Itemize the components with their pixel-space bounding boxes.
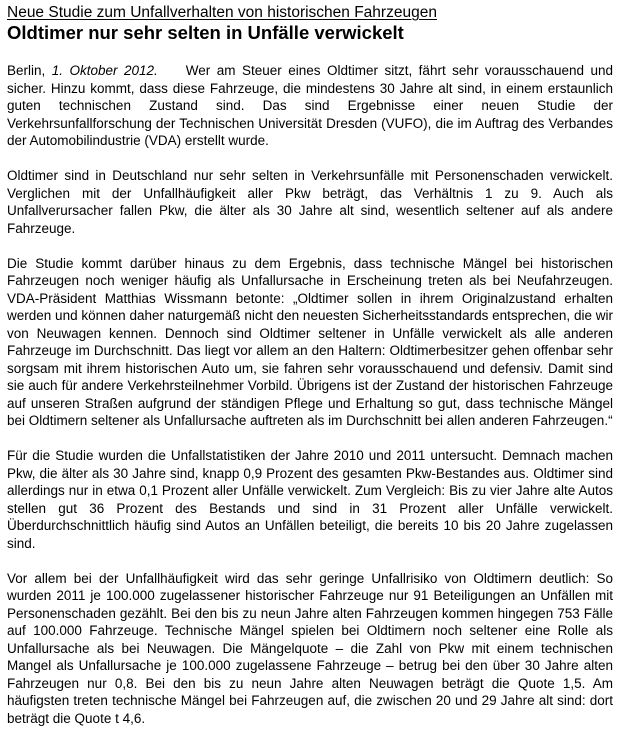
dateline <box>7 63 158 78</box>
dateline-date: 1. Oktober 2012. <box>51 63 158 78</box>
paragraph-intro-text: Wer am Steuer eines Oldtimer sitzt, fährt sehr vorausschauend und sicher. Hinzu kommt, dass diese Fahrzeuge, die mindestens 30 Jahre alt sind, in einem erstaunlich guten technischen Zustand sind. Das sind Ergebnisse einer neuen Studie der Verkehrsunfallforschung der Technischen Universität Dresden (VUFO), die im Auftrag des Verbandes der Automobilindustrie (VDA) erstellt wurde. <box>7 63 613 148</box>
paragraph-wissmann-quote: Die Studie kommt darüber hinaus zu dem Ergebnis, dass technische Mängel bei historischen Fahrzeugen noch weniger häufig als Unfallursache in Erscheinung treten als bei Neufahrzeugen. VDA-Präsident Matthias Wissmann betonte: „Oldtimer sollen in ihrem Originalzustand erhalten werden und können daher naturgemäß nicht den neuesten Sicherheitsstandards entsprechen, die wir von Neuwagen kennen. Dennoch sind Oldtimer seltener in Unfälle verwickelt als alle anderen Fahrzeuge im Durchschnitt. Das liegt vor allem an den Haltern: Oldtimerbesitzer gehen offenbar sehr sorgsam mit ihrem historischen Auto um, sie fahren sehr vorausschauend und defensiv. Damit sind sie auch für andere Verkehrsteilnehmer Vorbild. Übrigens ist der Zustand der historischen Fahrzeuge auf unseren Straßen aufgrund der ständigen Pflege und Erhaltung so gut, dass technische Mängel bei Oldtimern seltener als Unfallursache auftreten als im Durchschnitt bei allen anderen Fahrzeugen.“ <box>7 255 613 428</box>
paragraph-accident-ratio: Oldtimer sind in Deutschland nur sehr selten in Verkehrsunfälle mit Personenschaden verwickelt. Verglichen mit der Unfallhäufigkeit aller Pkw beträgt, das Verhältnis 1 zu 9. Auch als Unfallverursacher fallen Pkw, die älter als 30 Jahre alt sind, wesentlich seltener auf als andere Fahrzeuge. <box>7 168 613 236</box>
dateline-place: Berlin, <box>7 63 52 78</box>
article-headline: Oldtimer nur sehr selten in Unfälle verwickelt <box>7 22 404 43</box>
paragraph-intro <box>7 62 613 150</box>
paragraph-accident-frequency: Vor allem bei der Unfallhäufigkeit wird das sehr geringe Unfallrisiko von Oldtimern deutlich: So wurden 2011 je 100.000 zugelassener historischer Fahrzeuge nur 91 Beteiligungen an Unfällen mit Personenschaden gezählt. Bei den bis zu neun Jahre alten Fahrzeugen kommen hingegen 753 Fälle auf 100.000 Fahrzeuge. Technische Mängel spielen bei Oldtimern noch seltener eine Rolle als Unfallursache als bei Neuwagen. Die Mängelquote – die Zahl von Pkw mit einem technischen Mangel als Unfallursache je 100.000 zugelassene Fahrzeuge – betrug bei den über 30 Jahre alten Fahrzeugen nur 0,8. Bei den bis zu neun Jahre alten Neuwagen beträgt die Quote 1,5. Am häufigsten treten technische Mängel bei Fahrzeugen auf, die zwischen 20 und 29 Jahre alt sind: dort beträgt die Quote t 4,6. <box>7 570 613 726</box>
paragraph-statistics: Für die Studie wurden die Unfallstatistiken der Jahre 2010 und 2011 untersucht. Demnach machen Pkw, die älter als 30 Jahre sind, knapp 0,9 Prozent des gesamten Pkw-Bestandes aus. Oldtimer sind allerdings nur in etwa 0,1 Prozent aller Unfälle verwickelt. Zum Vergleich: Bis zu vier Jahre alte Autos stellen gut 36 Prozent des Bestands und sind in 31 Prozent aller Unfälle verwickelt. Überdurchschnittlich häufig sind Autos an Unfällen beteiligt, die bereits 10 bis 20 Jahre zugelassen sind. <box>7 448 613 551</box>
article-kicker: Neue Studie zum Unfallverhalten von historischen Fahrzeugen <box>7 4 437 21</box>
